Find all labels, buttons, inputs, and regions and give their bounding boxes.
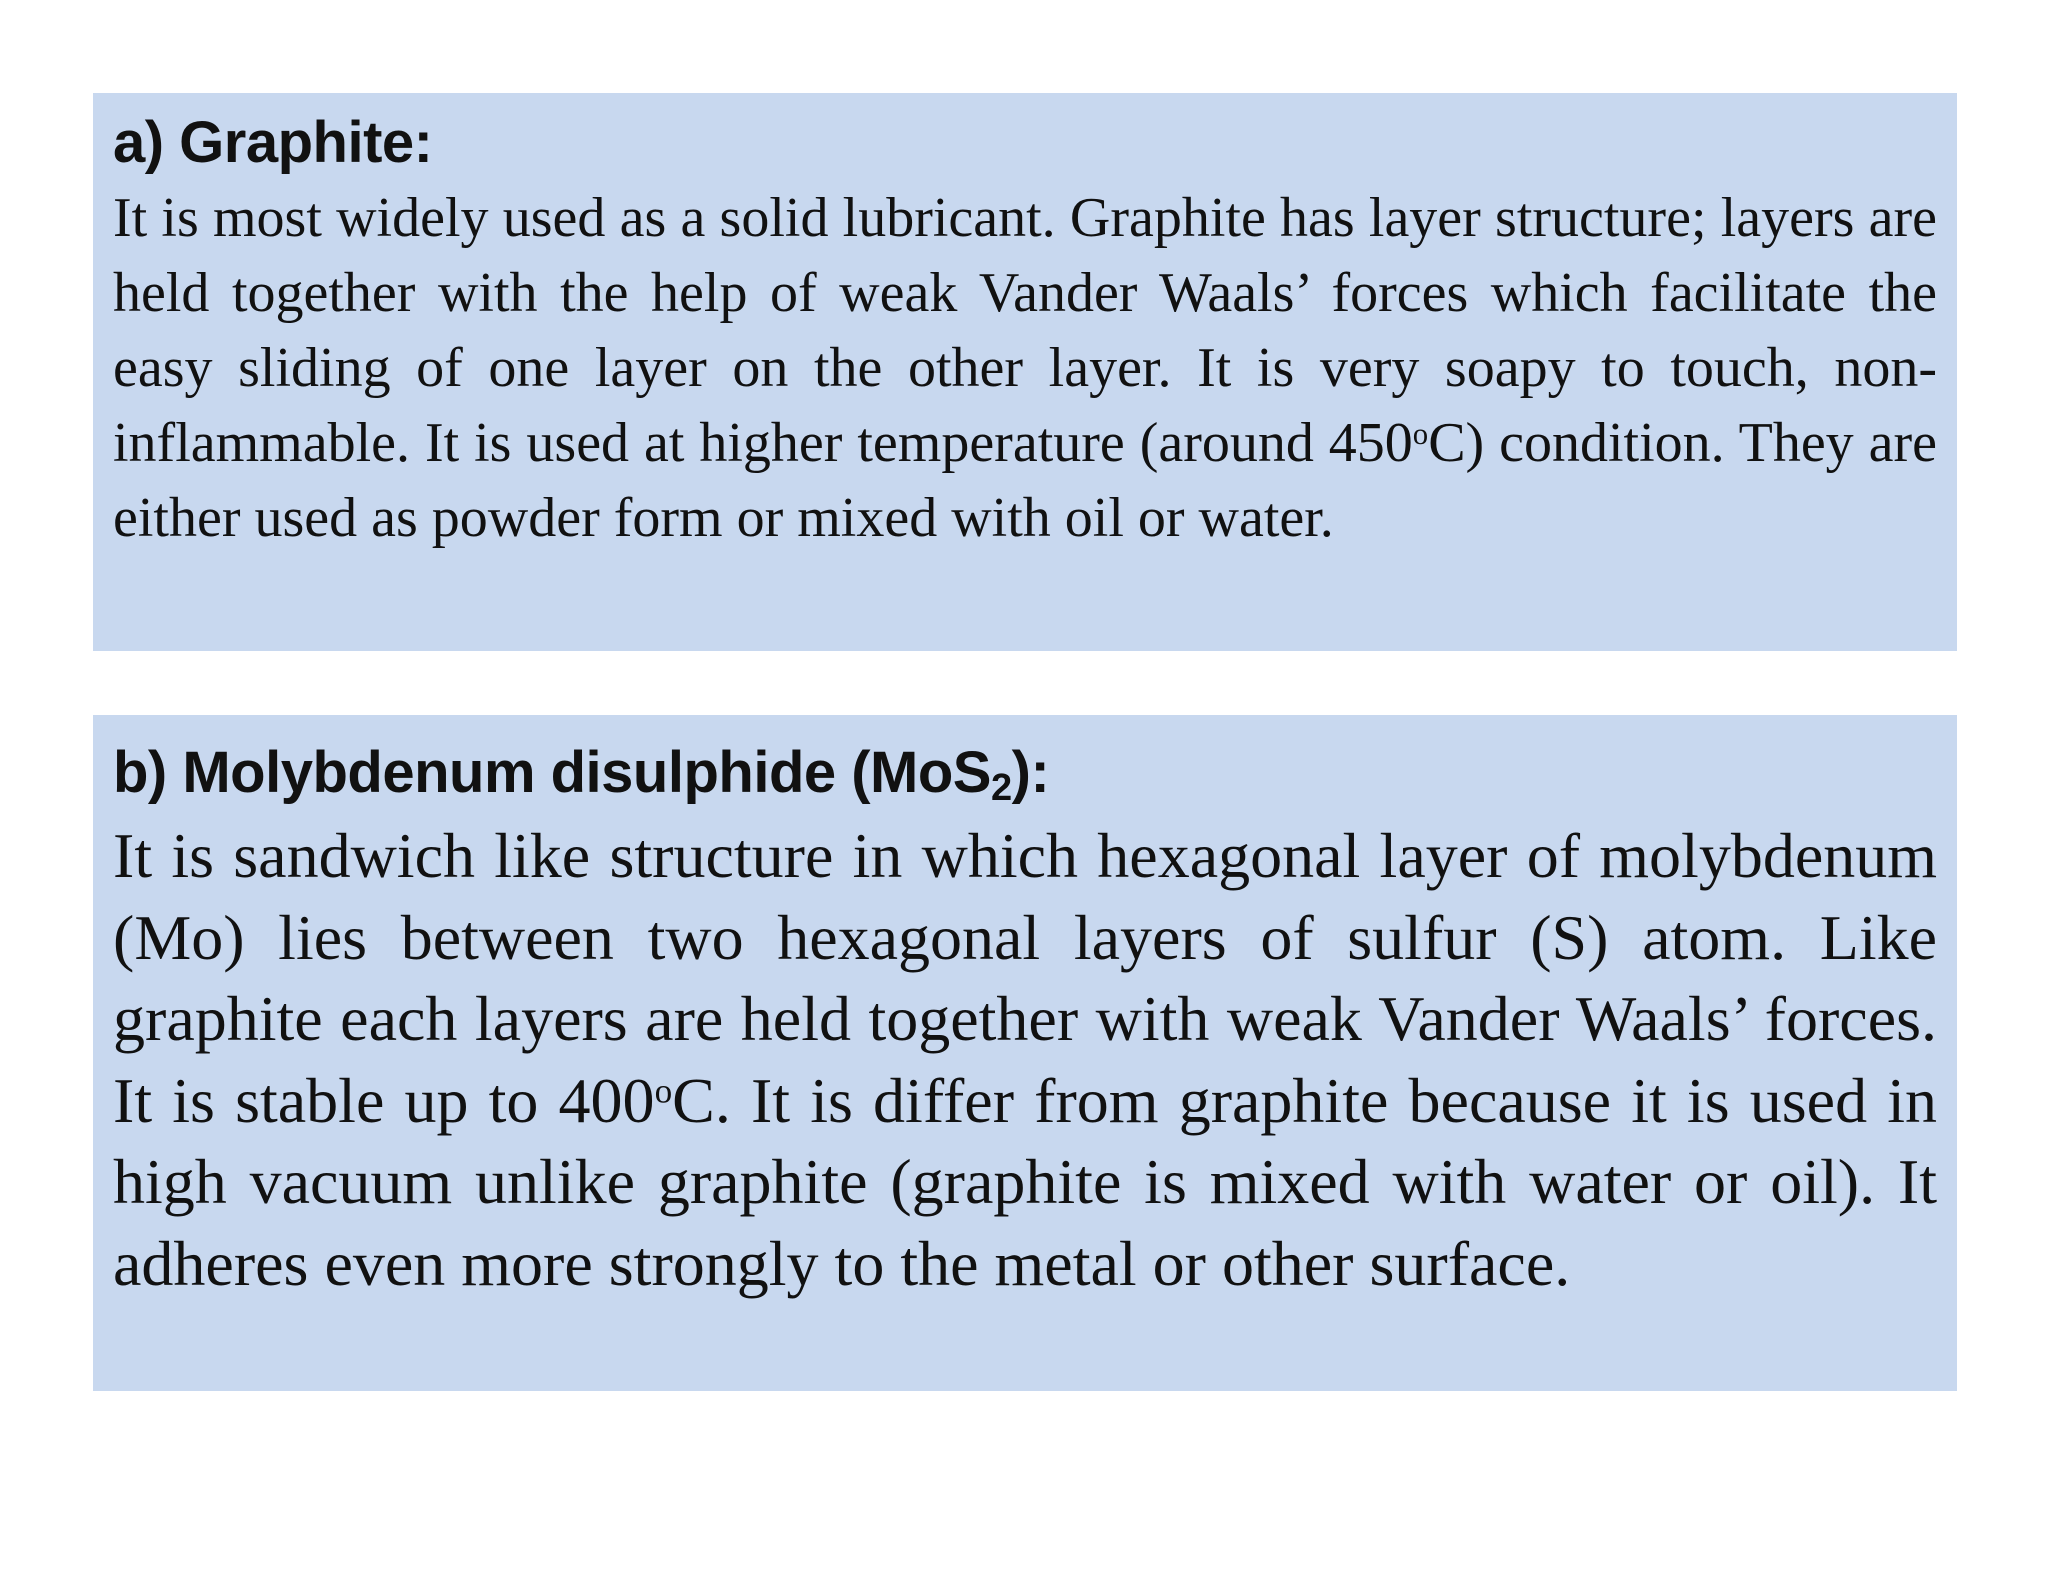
molybdenum-disulphide-description xyxy=(113,815,1937,1304)
graphite-description xyxy=(113,181,1937,556)
heading-subscript: 2 xyxy=(991,767,1012,809)
graphite-heading: a) Graphite: xyxy=(113,110,433,175)
molybdenum-disulphide-section xyxy=(93,715,1957,1391)
mos2-text-part-1: It is sandwich like structure in which hexagonal layer of molybdenum (Mo) lies between two hexagonal layers of sulfur (S) atom. Like graphite each layers are held together with weak Vander Waals’ forces. It is stable up to 400 xyxy=(113,820,1937,1136)
degree-superscript: o xyxy=(1412,417,1429,452)
mos2-text-part-2: C. It is differ from graphite because it is used in high vacuum unlike graphite (graphite is mixed with water or oil). It adheres even more strongly to the metal or other surface. xyxy=(113,1064,1937,1299)
graphite-section xyxy=(93,93,1957,651)
graphite-text-part-1: It is most widely used as a solid lubricant. Graphite has layer structure; layers are held together with the help of weak Vander Waals’ forces which facilitate the easy sliding of one layer on the other layer. It is very soapy to touch, non-inflammable. It is used at higher temperature (around 450 xyxy=(113,187,1937,474)
heading-main-text: b) Molybdenum disulphide (MoS xyxy=(113,740,991,805)
graphite-text-part-2: C) condition. They are either used as powder form or mixed with oil or water. xyxy=(113,412,1937,549)
heading-end-text: ): xyxy=(1011,740,1050,805)
molybdenum-disulphide-heading xyxy=(113,723,1937,823)
degree-superscript: o xyxy=(654,1071,673,1111)
